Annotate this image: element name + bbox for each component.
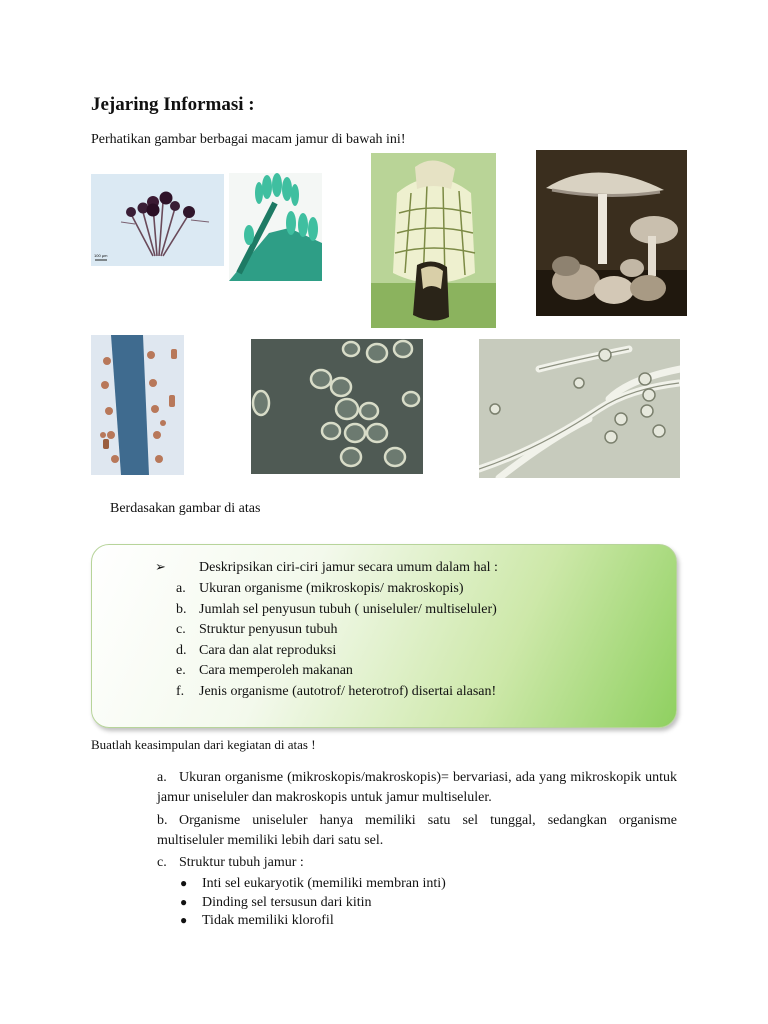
answer-a: a. Ukuran organisme (mikroskopis/makroskopis)= bervariasi, ada yang mikroskopik untuk jamur uniseluler dan makroskopis untuk jamur multiseluler. <box>157 770 677 805</box>
task-heading-text: Deskripsikan ciri-ciri jamur secara umum dalam hal : <box>199 560 498 575</box>
scale-bar-label: 100 µm <box>94 253 108 258</box>
rhizopus-sporangia-photo <box>91 174 224 266</box>
intro-text: Perhatikan gambar berbagai macam jamur di bawah ini! <box>91 132 406 147</box>
list-item: ● Tidak memiliki klorofil <box>180 913 334 928</box>
yeast-cells-photo <box>251 339 423 474</box>
list-item: ● Inti sel eukaryotik (memiliki membran inti) <box>180 876 446 891</box>
arrow-bullet-icon: ➢ <box>155 559 166 574</box>
conclusion-prompt: Buatlah keasimpulan dari kegiatan di atas ! <box>91 737 316 752</box>
page-title: Jejaring Informasi : <box>91 94 255 115</box>
list-item: a. Ukuran organisme (mikroskopis/ makroskopis) <box>176 581 464 596</box>
list-item: e. Cara memperoleh makanan <box>176 663 353 678</box>
list-item: d. Cara dan alat reproduksi <box>176 642 337 658</box>
answer-b: b. Organisme uniseluler hanya memiliki satu sel tunggal, sedangkan organisme multiseluler memiliki lebih dari satu sel. <box>157 813 677 848</box>
answer-c: c. Struktur tubuh jamur : <box>157 855 304 870</box>
bullet-icon: ● <box>180 913 188 927</box>
aspergillus-conidiophore-photo <box>91 335 184 475</box>
bullet-icon: ● <box>180 894 188 909</box>
list-item: c. Struktur penyusun tubuh <box>176 622 338 637</box>
bullet-icon: ● <box>180 876 188 890</box>
basis-text: Berdasakan gambar di atas <box>110 501 261 516</box>
agaricus-mushroom-cluster-photo <box>536 150 687 316</box>
structure-list <box>180 874 446 930</box>
task-list <box>176 579 497 702</box>
penicillium-conidiophore-photo <box>229 173 322 281</box>
stinkhorn-mushroom-photo <box>371 153 496 328</box>
task-heading <box>155 559 498 576</box>
list-item: ● Dinding sel tersusun dari kitin <box>180 894 372 910</box>
fungal-hyphae-photo <box>479 339 680 478</box>
list-item: b. Jumlah sel penyusun tubuh ( uniseluler/ multiseluler) <box>176 601 497 617</box>
list-item: f. Jenis organisme (autotrof/ heterotrof) disertai alasan! <box>176 683 497 699</box>
